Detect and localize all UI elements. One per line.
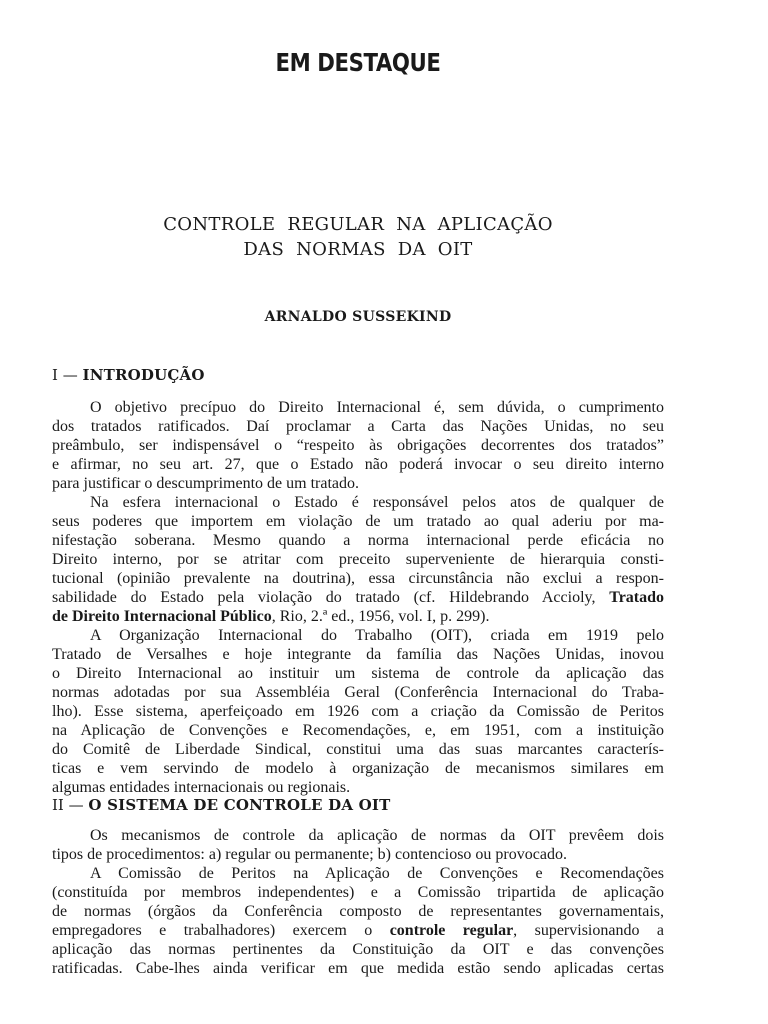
section-2-body [52, 826, 664, 978]
text-line [52, 940, 664, 959]
text-line [52, 845, 664, 864]
line-text: do Comitê de Liberdade Sindical, constitui uma das suas marcantes caracterís- [52, 741, 664, 758]
line-text: e afirmar, no seu art. 27, que o Estado não poderá invocar o seu direito interno [52, 456, 664, 473]
line-text: ratificadas. Cabe-lhes ainda verificar em que medida estão sendo aplicadas certas [52, 960, 664, 977]
article-title-line-1: CONTROLE REGULAR NA APLICAÇÃO [163, 214, 553, 235]
text-line [52, 398, 664, 417]
text-line [52, 493, 664, 512]
line-text: O objetivo precípuo do Direito Internacional é, sem dúvida, o cumprimento [90, 399, 664, 416]
bold-text: Tratado [609, 589, 664, 606]
text-line [52, 474, 664, 493]
line-text: normas adotadas por sua Assembléia Geral (Conferência Internacional do Traba- [52, 684, 664, 701]
line-text: (constituída por membros independentes) e a Comissão tripartida de aplicação [52, 884, 664, 901]
text-line [52, 550, 664, 569]
line-text: ticas e vem servindo de modelo à organização de mecanismos similares em [52, 760, 664, 777]
text-line [52, 864, 664, 883]
text-line [52, 702, 664, 721]
line-text: sabilidade do Estado pela violação do tratado (cf. Hildebrando Accioly, [52, 589, 596, 606]
bold-text: de Direito Internacional Público [52, 608, 272, 625]
text-line [52, 959, 664, 978]
article-title-line-2: DAS NORMAS DA OIT [243, 239, 473, 260]
text-line [52, 436, 664, 455]
line-text: dos tratados ratificados. Daí proclamar a Carta das Nações Unidas, no seu [52, 418, 664, 435]
text-line [52, 569, 664, 588]
line-text: na Aplicação de Convenções e Recomendações, e, em 1951, com a instituição [52, 722, 664, 739]
section-header-title: EM DESTAQUE [275, 48, 441, 77]
line-text: Na esfera internacional o Estado é responsável pelos atos de qualquer de [90, 494, 664, 511]
text-line [52, 721, 664, 740]
article-title [100, 212, 616, 262]
line-text: Direito interno, por se atritar com preceito superveniente de hierarquia consti- [52, 551, 664, 568]
section-1-heading [52, 366, 205, 385]
text-line [52, 902, 664, 921]
line-text: empregadores e trabalhadores) exercem o [52, 922, 373, 939]
text-line [52, 759, 664, 778]
text-line [52, 683, 664, 702]
line-text: Os mecanismos de controle da aplicação de normas da OIT prevêem dois [90, 827, 664, 844]
section-2-heading [52, 796, 390, 815]
line-text: tucional (opinião prevalente na doutrina), essa circunstância não exclui a respon- [52, 570, 664, 587]
text-line [52, 664, 664, 683]
article-author: ARNALDO SUSSEKIND [264, 309, 452, 325]
text-line [52, 531, 664, 550]
text-line [52, 778, 664, 797]
line-text: tipos de procedimentos: a) regular ou permanente; b) contencioso ou provocado. [52, 846, 567, 863]
text-line [52, 512, 664, 531]
line-text: nifestação soberana. Mesmo quando a norma internacional perde eficácia no [52, 532, 664, 549]
text-line [52, 455, 664, 474]
section-1-body [52, 398, 664, 797]
line-text: A Comissão de Peritos na Aplicação de Convenções e Recomendações [90, 865, 664, 882]
text-line [52, 417, 664, 436]
line-text: aplicação das normas pertinentes da Constituição da OIT e das convenções [52, 941, 664, 958]
text-line [52, 740, 664, 759]
text-line [52, 645, 664, 664]
line-text: algumas entidades internacionais ou regionais. [52, 779, 351, 796]
text-line [52, 826, 664, 845]
text-line [52, 921, 664, 940]
section-1-title: INTRODUÇÃO [82, 366, 205, 384]
text-line [52, 588, 664, 607]
section-1-number: I — [52, 366, 78, 384]
line-text: lho). Esse sistema, aperfeiçoado em 1926 com a criação da Comissão de Peritos [52, 703, 664, 720]
text-line [52, 883, 664, 902]
section-2-title: O SISTEMA DE CONTROLE DA OIT [88, 796, 391, 814]
section-2-number: II — [52, 796, 84, 814]
line-text: , Rio, 2.ª ed., 1956, vol. I, p. 299). [271, 608, 490, 625]
line-text: , supervisionando a [513, 922, 664, 939]
line-text: Tratado de Versalhes e hoje integrante da família das Nações Unidas, inovou [52, 646, 664, 663]
text-line [52, 626, 664, 645]
line-text: A Organização Internacional do Trabalho (OIT), criada em 1919 pelo [90, 627, 664, 644]
line-text: preâmbulo, ser indispensável o “respeito às obrigações decorrentes dos tratados” [52, 437, 664, 454]
bold-text: controle regular [389, 922, 514, 939]
line-text: de normas (órgãos da Conferência composto de representantes governamentais, [52, 903, 664, 920]
text-line [52, 607, 664, 626]
line-text: o Direito Internacional ao instituir um sistema de controle da aplicação das [52, 665, 664, 682]
line-text: para justificar o descumprimento de um tratado. [52, 475, 360, 492]
line-text: seus poderes que importem em violação de um tratado ao qual aderiu por ma- [52, 513, 664, 530]
